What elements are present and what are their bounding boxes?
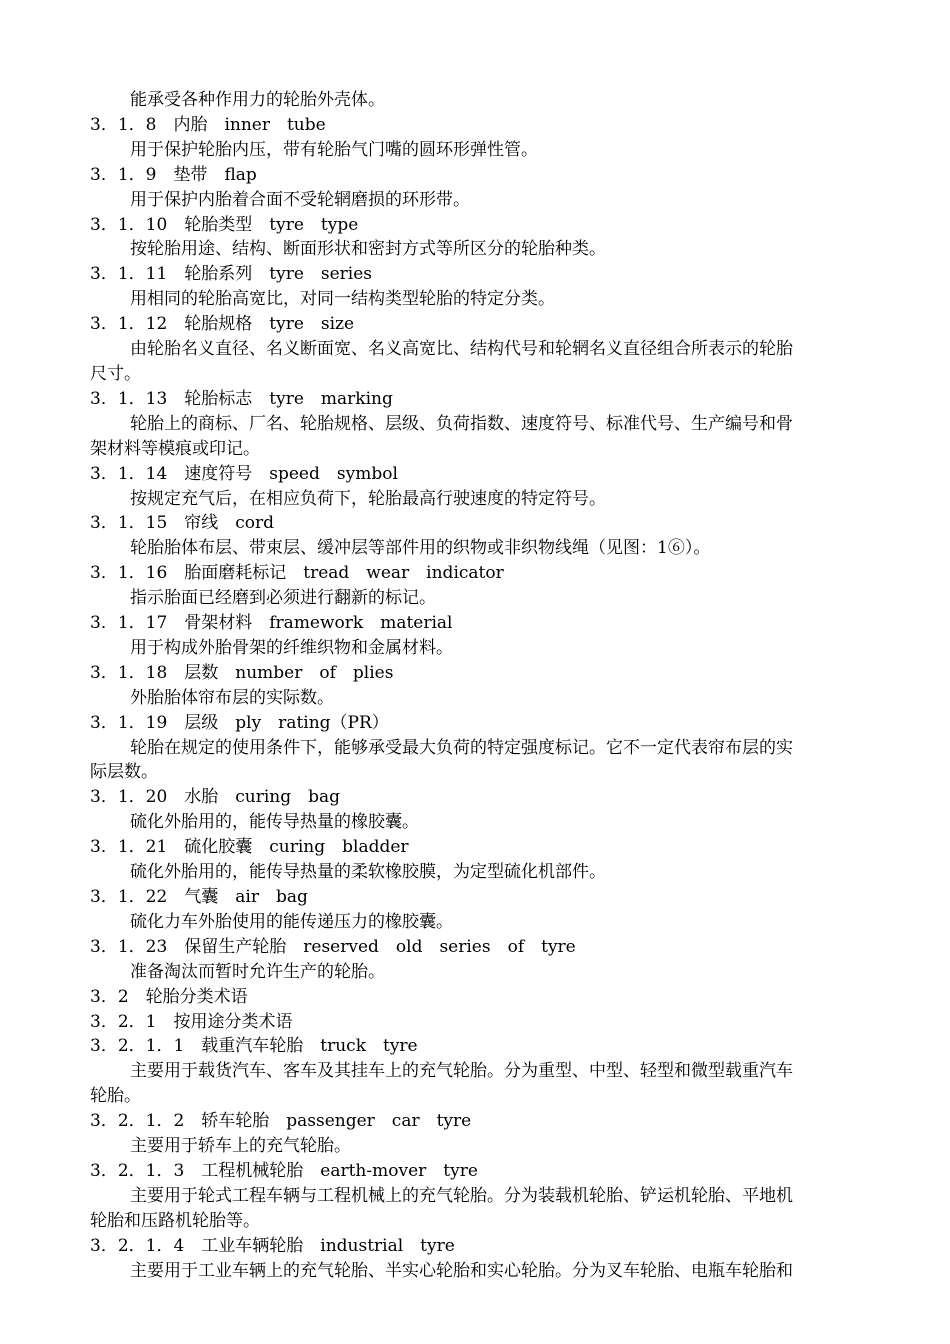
definition-text: 外胎胎体帘布层的实际数。 (130, 687, 334, 708)
term-heading: 3．1．8 内胎 inner tube (90, 114, 326, 135)
term-heading: 3．1．18 层数 number of plies (90, 662, 394, 683)
term-heading: 3．1．23 保留生产轮胎 reserved old series of tyre (90, 936, 576, 957)
definition-text: 硫化力车外胎使用的能传递压力的橡胶囊。 (130, 911, 453, 932)
definition-text: 用相同的轮胎高宽比，对同一结构类型轮胎的特定分类。 (130, 289, 555, 310)
term-heading: 3．1．21 硫化胶囊 curing bladder (90, 837, 409, 858)
definition-continuation: 尺寸。 (90, 363, 141, 384)
definition-text: 轮胎胎体布层、带束层、缓冲层等部件用的织物或非织物线绳（见图：1⑥）。 (130, 538, 711, 559)
term-heading: 3．1．9 垫带 flap (90, 164, 257, 185)
definition-text: 主要用于轿车上的充气轮胎。 (130, 1136, 351, 1157)
term-heading: 3．1．13 轮胎标志 tyre marking (90, 388, 393, 409)
definition-continuation: 际层数。 (90, 762, 158, 783)
term-heading: 3．1．15 帘线 cord (90, 513, 275, 534)
definition-text: 主要用于工业车辆上的充气轮胎、半实心轮胎和实心轮胎。分为叉车轮胎、电瓶车轮胎和 (130, 1260, 793, 1281)
term-heading: 3．2．1．2 轿车轮胎 passenger car tyre (90, 1111, 472, 1132)
definition-text: 准备淘汰而暂时允许生产的轮胎。 (130, 961, 385, 982)
document-body (90, 88, 870, 1284)
term-heading: 3．1．16 胎面磨耗标记 tread wear indicator (90, 563, 504, 584)
definition-text: 指示胎面已经磨到必须进行翻新的标记。 (130, 588, 436, 609)
term-heading: 3．2．1 按用途分类术语 (90, 1011, 293, 1032)
definition-text: 用于保护内胎着合面不受轮辋磨损的环形带。 (130, 189, 470, 210)
definition-continuation: 轮胎和压路机轮胎等。 (90, 1210, 260, 1231)
definition-text: 用于保护轮胎内压，带有轮胎气门嘴的圆环形弹性管。 (130, 139, 538, 160)
term-heading: 3．1．14 速度符号 speed symbol (90, 463, 398, 484)
definition-text: 按轮胎用途、结构、断面形状和密封方式等所区分的轮胎种类。 (130, 239, 606, 260)
definition-continuation: 架材料等模痕或印记。 (90, 438, 260, 459)
definition-text: 由轮胎名义直径、名义断面宽、名义高宽比、结构代号和轮辋名义直径组合所表示的轮胎 (130, 339, 793, 360)
term-heading: 3．1．10 轮胎类型 tyre type (90, 214, 359, 235)
term-heading: 3．2．1．1 载重汽车轮胎 truck tyre (90, 1036, 418, 1057)
term-heading: 3．1．17 骨架材料 framework material (90, 613, 453, 634)
term-heading: 3．1．22 气囊 air bag (90, 887, 308, 907)
definition-text: 主要用于轮式工程车辆与工程机械上的充气轮胎。分为装载机轮胎、铲运机轮胎、平地机 (130, 1185, 793, 1206)
definition-continuation: 轮胎。 (90, 1086, 141, 1107)
term-heading: 3．1．11 轮胎系列 tyre series (90, 264, 373, 285)
definition-text: 轮胎在规定的使用条件下，能够承受最大负荷的特定强度标记。它不一定代表帘布层的实 (130, 737, 793, 758)
definition-text: 轮胎上的商标、厂名、轮胎规格、层级、负荷指数、速度符号、标准代号、生产编号和骨 (130, 413, 793, 434)
term-heading: 3．1．12 轮胎规格 tyre size (90, 314, 355, 335)
term-heading: 3．1．20 水胎 curing bag (90, 787, 341, 808)
definition-text: 硫化外胎用的，能传导热量的橡胶囊。 (130, 812, 419, 833)
term-heading: 3．2．1．4 工业车辆轮胎 industrial tyre (90, 1235, 455, 1256)
definition-text: 用于构成外胎骨架的纤维织物和金属材料。 (130, 637, 453, 658)
term-heading: 3．2．1．3 工程机械轮胎 earth-mover tyre (90, 1160, 478, 1181)
definition-text: 硫化外胎用的，能传导热量的柔软橡胶膜，为定型硫化机部件。 (130, 862, 606, 883)
definition-text: 主要用于载货汽车、客车及其挂车上的充气轮胎。分为重型、中型、轻型和微型载重汽车 (130, 1061, 793, 1082)
definition-text: 按规定充气后，在相应负荷下，轮胎最高行驶速度的特定符号。 (130, 488, 606, 509)
term-heading: 3．2 轮胎分类术语 (90, 986, 248, 1007)
definition-text: 能承受各种作用力的轮胎外壳体。 (130, 90, 385, 110)
term-heading: 3．1．19 层级 ply rating（PR） (90, 712, 389, 733)
